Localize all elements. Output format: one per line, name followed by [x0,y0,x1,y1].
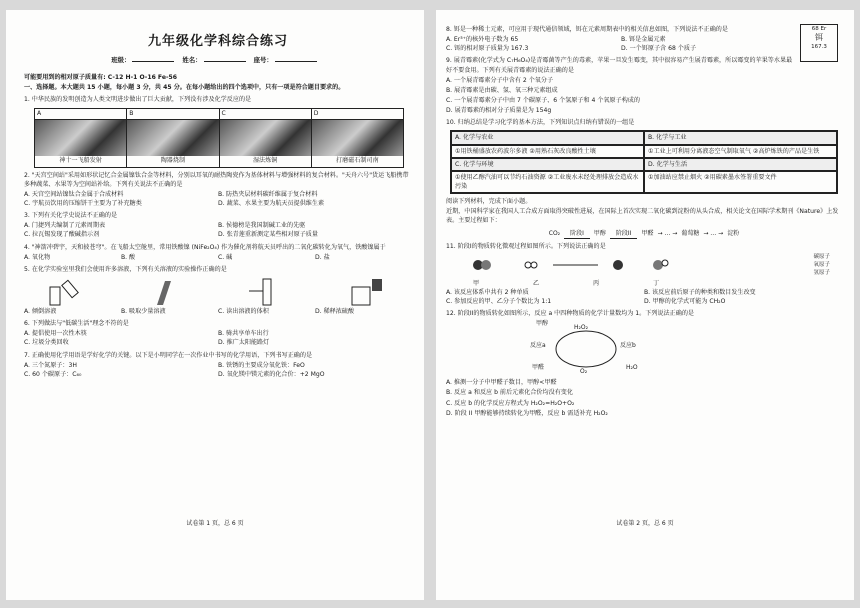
page-left [6,10,424,600]
q7-options: A. 三个氮原子：3H B. 铁锈的主要成分氧化铁：FeO C. 60 个碳原子：C₆₀ D. 氧化镁中镁元素的化合价：+2 MgO [24,361,325,378]
q5-options: A. 倾倒溶液 B. 吸取少量溶液 C. 读出溶液的体积 D. 稀释浓硫酸 [24,307,355,315]
molecule-labels: 甲 乙 丙 丁 [472,279,660,287]
q11-diagram: 碳原子 氧原子 氢原子 [458,253,830,277]
question-10: 10. 归纳总结是学习化学的基本方法，下列知识点归纳有错误的一组是 [446,119,635,127]
question-9: 9. 展青霉素(化学式为 C₇H₆O₄)是青霉菌等产生的毒素，苹果一旦发生霉变，其中很容易产生展青霉素，所以霉变的苹果等水果最好不要食用。下列有关展青霉素的说法正确的是 [446,57,793,74]
reading-material: 近期，中国科学家在我国人工合成方面取得突破性进展，在国际上首次实现二氧化碳到淀粉的从头合成，相关论文在国际学术期刊《Nature》上发表。主要过程如下： [446,208,839,225]
q11-options: A. 该反应体系中共有 2 种单质 B. 该反应前后原子的种类和数目发生改变 C. 参加反应的甲、乙分子个数比为 1:1 D. 甲醇的化学式可能为 CH₂O [446,288,756,305]
question-5: 5. 在化学实验室里我们会使用许多溶液，下列有关溶液的实验操作正确的是 [24,265,227,273]
page-title: 九年级化学科综合练习 [147,34,288,49]
q6-options: A. 提倡使用一次性木筷 B. 骑共享单车出行 C. 垃圾分类回收 D. 推广太阳能路灯 [24,330,270,347]
reading-intro: 阅读下列材料，完成下面小题。 [446,198,532,206]
q4-options: A. 氧化物 B. 酸 C. 碱 D. 盐 [24,253,330,261]
q12-options: A. 推测一分子中甲醛子数目，甲醇<甲醛 B. 反应 a 和反应 b 前后元素化合价均没有变化 C. 反应 b 的化学反应方程式为 H₂O₂=H₂O+O₂ D. 阶段 II 甲醇能够持续转化为甲醛，反应 b 需适补充 H₂O₂ [446,379,608,417]
section-header: 一、选择题。本大题共 15 小题，每小题 3 分，共 45 分。在每小题给出的四个选项中，只有一项是符合题目要求的。 [24,84,345,92]
atomic-masses: 可能要用到的相对原子质量有: C-12 H-1 O-16 Fe-56 [24,74,177,82]
q10-table: A. 化学与农业 B. 化学与工业 ①用铁桶盛放农药波尔多液 ②用熟石灰改良酸性土壤 ①工业上可利用分离液态空气制取氧气 ②高炉炼铁的产品是生铁 C. 化学与环境 D. 化学与生活 ①使用乙醇汽油可以节约石油资源 ②工业废水未经处理排放会造成水污染 ①加油站应禁止烟火 ②用碳素墨水签署重要文件 [450,130,838,194]
question-3: 3. 下列有关化学史说法不正确的是 [24,212,118,220]
question-12: 12. 阶段II的物质转化如图所示，反应 a 中四种物质的化学计量数均为 1。下列说法正确的是 [446,310,695,318]
q5-diagrams [42,277,392,307]
question-11: 11. 阶段I的物质转化微观过程如图所示。下列说法正确的是 [446,242,606,250]
q9-options: A. 一个展青霉素分子中含有 2 个氧分子 B. 展青霉素是由碳、氢、氧三种元素组成 C. 一个展青霉素分子中由 7 个碳原子、6 个氢原子和 4 个氧原子构成的 D. 展青霉素的相对分子质量是为 154g [446,76,640,115]
question-4: 4. "神箭冲碧宇，天和披苍穹"。在飞船太空舱里，常用铁酸镍 (NiFe₂O₄) 作为催化剂将航天员呼出的二氧化碳转化为氧气，铁酸镍属于 [24,243,386,251]
page-right [436,10,854,600]
question-1: 1. 中华民族的发明创造为人类文明进步做出了巨大贡献，下列没有涉及化学反应的是 [24,96,252,104]
q1-images: A 神十一飞船发射 B 陶器烧制 C 湿法炼铜 D 打磨磁石制司南 [34,108,404,168]
question-6: 6. 下列做法与"低碳生活"理念不符的是 [24,320,129,328]
q3-options: A. 门捷列夫编制了元素周期表 B. 侯德榜是我国制碱工业的先驱 C. 拉瓦锡发现了酸碱指示剂 D. 张青莲重新测定某些相对原子质量 [24,222,318,239]
q2-options: A. 天宫空间站镍钛合金属于合成材料 B. 防热夹层材料碳纤维属于复合材料 C. 宇航员饮用的压缩饼干主要为了补充糖类 D. 蔬菜、水果主要为航天员提供维生素 [24,190,325,207]
student-info: 班级： 姓名： 座号： [24,56,412,66]
question-8: 8. 铒是一种稀土元素，可应用于现代通信领域，铒在元素周期表中的相关信息如图，下列说法不正确的是 [446,26,728,33]
question-2: 2. "天宫空间站"采用如形状记忆合金属镍钛合金等材料，分别以耳氧的耐热陶瓷作为基体材料与增强材料的复合材料。"天舟六号"货运飞船携带多种蔬菜、水果等为空间站补给。下列有关说法不正确的是 [24,171,409,188]
q8-options: A. Er³⁺的核外电子数为 65 B. 铒是金属元素 C. 铒的相对原子质量为 167.3 D. 一个铒原子含 68 个质子 [446,36,697,53]
element-box: 68 Er 铒 167.3 [800,24,838,62]
synthesis-flow: CO₂ 阶段I 甲醇 阶段II 甲醛 → … → 葡萄糖 → … → 淀粉 [548,229,740,238]
page-footer: 试卷第 1 页，总 6 页 [186,520,244,527]
page-footer: 试卷第 2 页，总 6 页 [616,520,674,527]
q12-cycle-diagram: 甲醇 反应a H₂O₂ 反应b 甲醛 O₂ H₂O [530,320,638,376]
question-7: 7. 正确使用化学用语是学好化学的关键。以下是小明同学在一次作业中书写的化学用语，下列书写正确的是 [24,351,313,359]
